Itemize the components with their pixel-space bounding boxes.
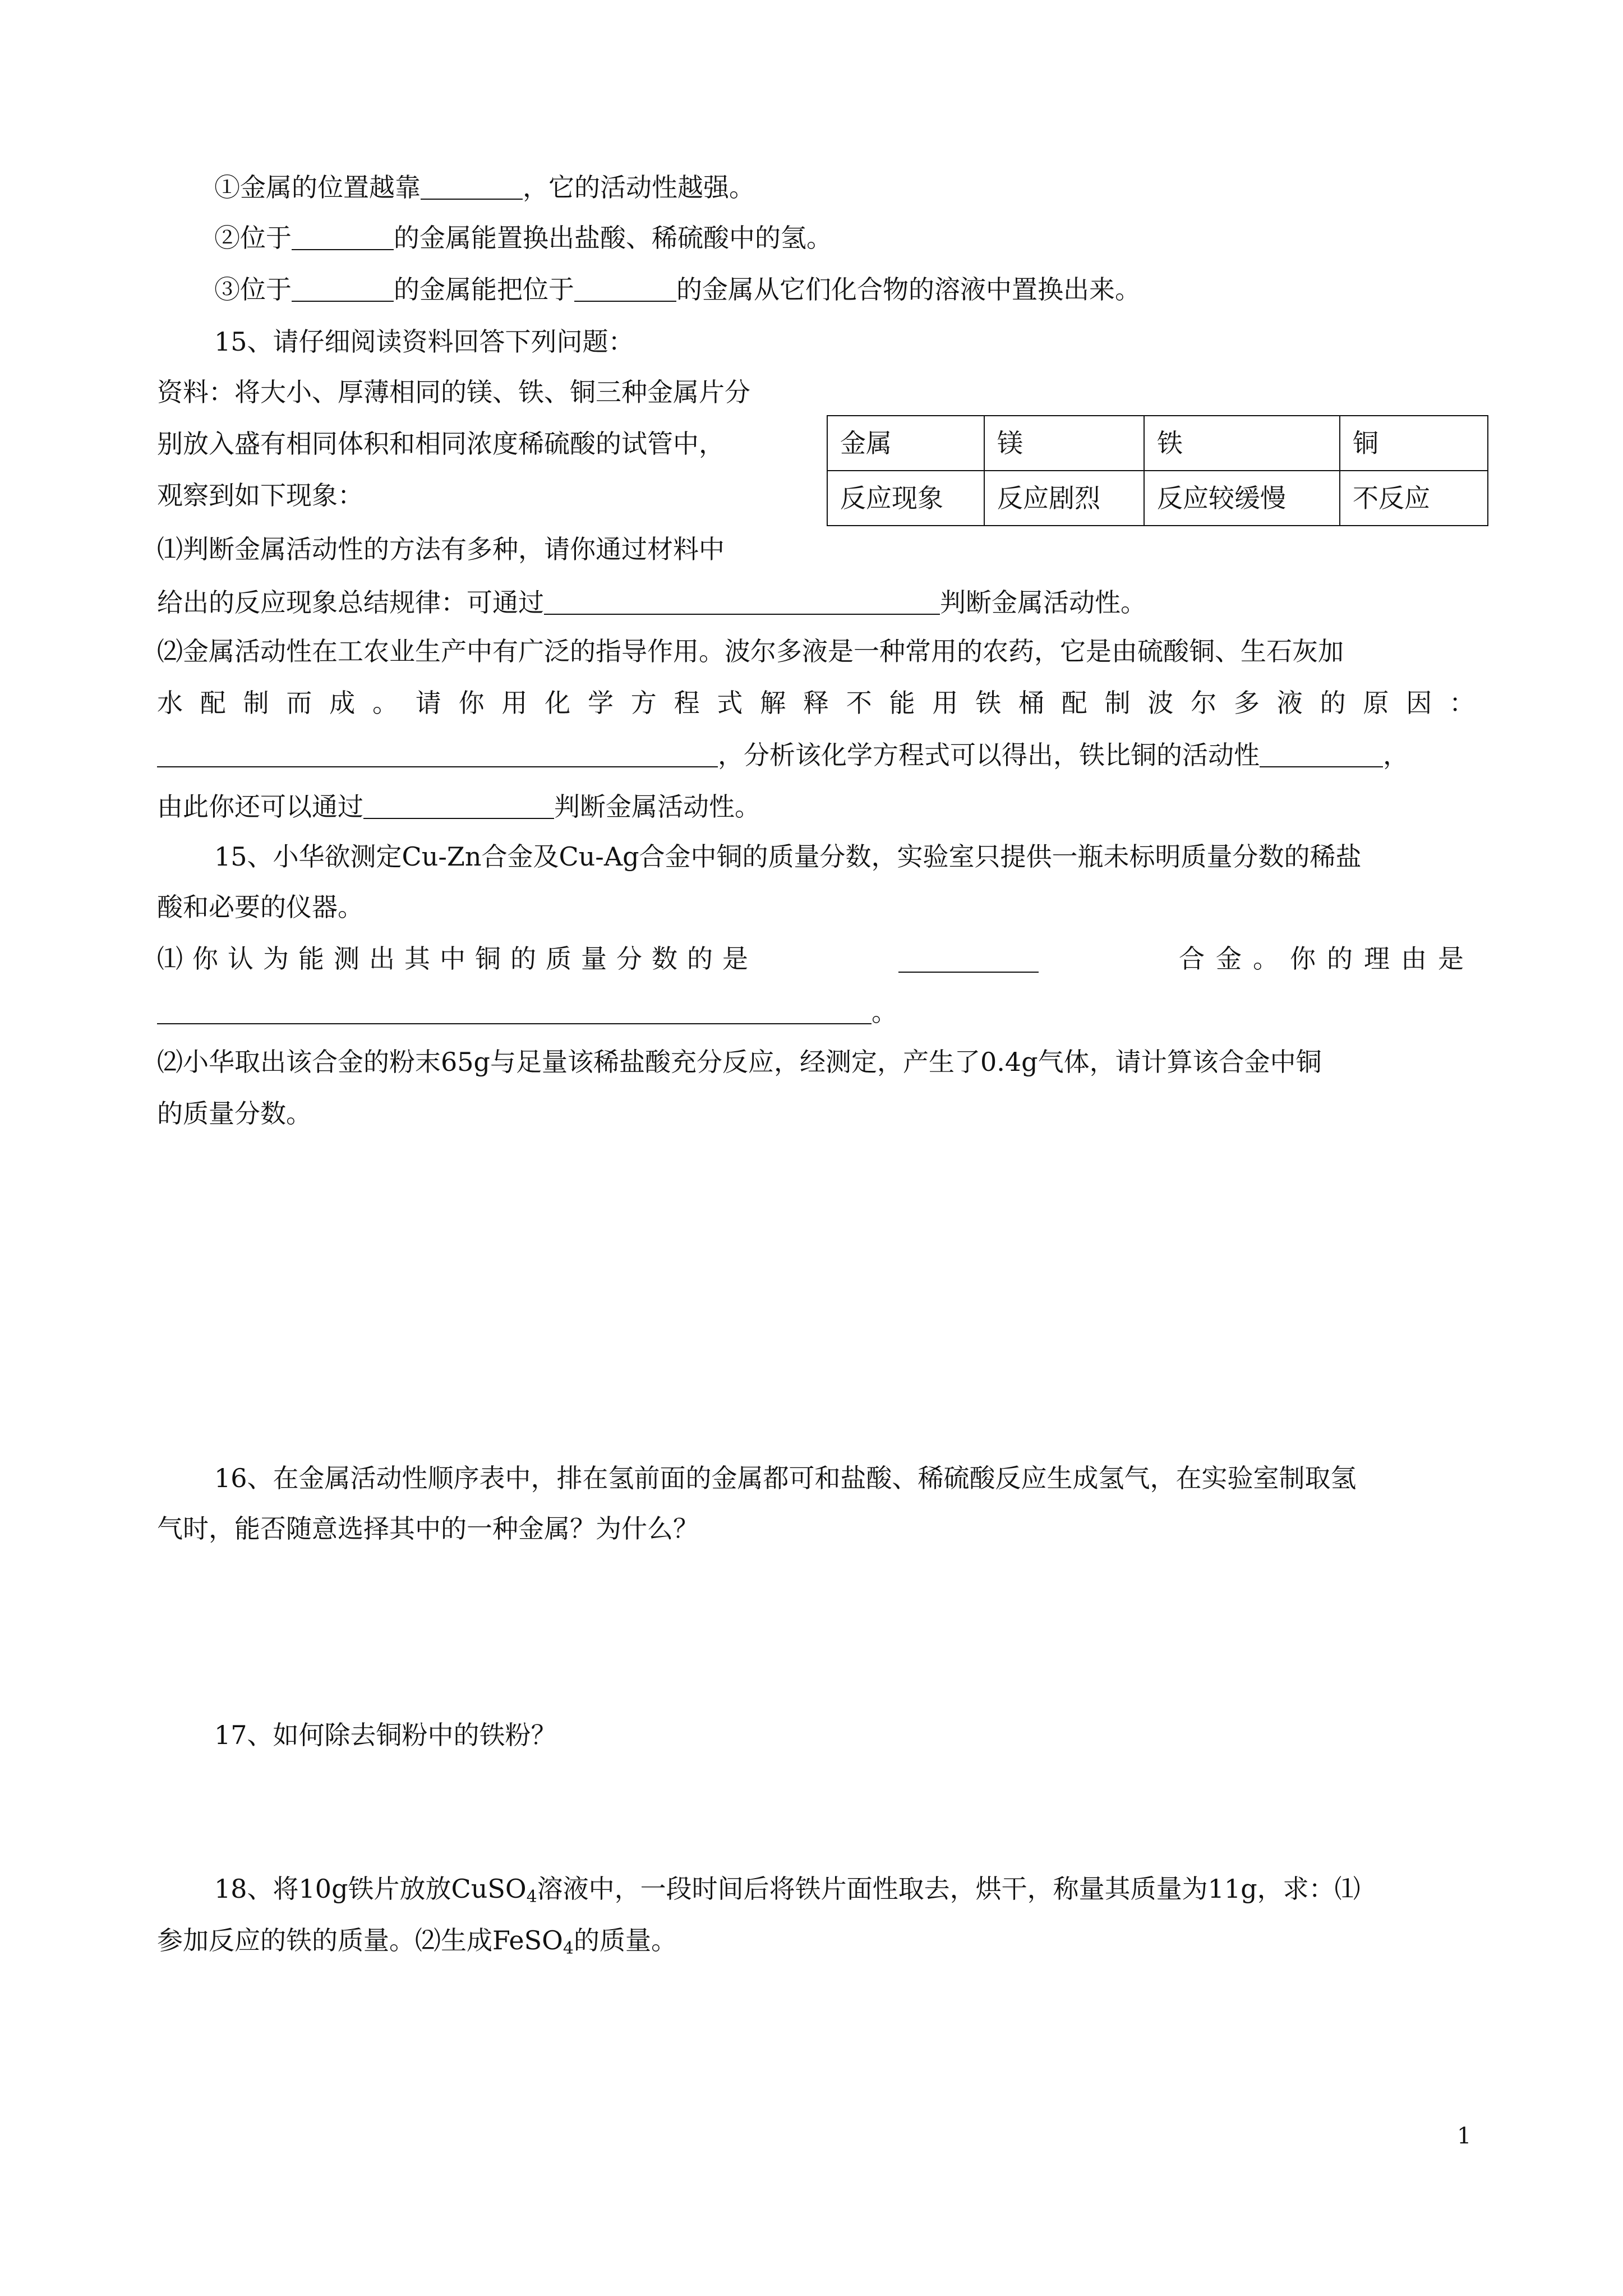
question-18-line-2 <box>157 1927 677 1957</box>
answer-blank <box>292 275 394 302</box>
question-15b-part-1-line-1 <box>157 946 1475 973</box>
table-cell: 不反应 <box>1340 471 1488 526</box>
line-text: ⑴你认为能测出其中铜的质量分数的是 <box>157 944 758 974</box>
question-17: 17、如何除去铜粉中的铁粉？ <box>214 1720 557 1750</box>
line-text: 给出的反应现象总结规律：可通过 <box>157 587 544 618</box>
line-text: 合金。你的理由是 <box>1179 944 1475 974</box>
answer-blank <box>292 223 394 250</box>
question-15-title: 15、请仔细阅读资料回答下列问题： <box>214 326 634 357</box>
line-text: ①金属的位置越靠 <box>214 172 421 203</box>
part-1-line-2 <box>157 587 1146 618</box>
answer-blank <box>898 946 1039 973</box>
part-2-line-4 <box>157 792 760 820</box>
line-text: ②位于 <box>214 223 292 253</box>
question-15b-line-2: 酸和必要的仪器。 <box>157 892 363 922</box>
question-15b-part-2-line-1: ⑵小华取出该合金的粉末65g与足量该稀盐酸充分反应，经测定，产生了0.4g气体，请计算该合金中铜 <box>157 1047 1322 1077</box>
line-text: 18、将10g铁片放放CuSO <box>214 1874 527 1904</box>
question-16-line-2: 气时，能否随意选择其中的一种金属？为什么？ <box>157 1513 699 1544</box>
line-text: ③位于 <box>214 274 292 305</box>
question-15b-line-1: 15、小华欲测定Cu-Zn合金及Cu-Ag合金中铜的质量分数，实验室只提供一瓶未标明质量分数的稀盐 <box>214 841 1362 872</box>
table-cell: 铜 <box>1340 416 1488 471</box>
reaction-table <box>827 415 1488 526</box>
table-cell: 金属 <box>827 416 984 471</box>
table-header-row <box>827 416 1488 471</box>
fill-line-3 <box>214 274 1141 305</box>
line-text: 。 <box>872 997 897 1027</box>
line-text: 溶液中，一段时间后将铁片面性取去，烘干，称量其质量为11g，求：⑴ <box>537 1874 1361 1904</box>
line-text: 判断金属活动性。 <box>554 792 760 822</box>
table-cell: 镁 <box>984 416 1144 471</box>
material-line-2: 别放入盛有相同体积和相同浓度稀硫酸的试管中， <box>157 429 725 459</box>
subscript: 4 <box>526 1887 537 1907</box>
answer-blank <box>421 173 523 200</box>
question-16-line-1: 16、在金属活动性顺序表中，排在氢前面的金属都可和盐酸、稀硫酸反应生成氢气，在实验室制取氢 <box>214 1463 1357 1493</box>
line-text: 由此你还可以通过 <box>157 792 363 822</box>
part-2-line-1: ⑵金属活动性在工农业生产中有广泛的指导作用。波尔多液是一种常用的农药，它是由硫酸铜、生石灰加 <box>157 636 1344 666</box>
part-2-line-3 <box>157 740 1409 768</box>
answer-blank <box>157 997 872 1024</box>
answer-blank <box>363 792 554 819</box>
line-text: ，分析该化学方程式可以得出，铁比铜的活动性 <box>718 740 1260 770</box>
line-text: 参加反应的铁的质量。⑵生成FeSO <box>157 1925 563 1955</box>
line-text: 的金属能把位于 <box>394 274 574 305</box>
answer-blank <box>1260 740 1383 767</box>
question-15b-part-1-line-2 <box>157 997 897 1025</box>
answer-blank <box>574 275 676 302</box>
table-cell: 反应剧烈 <box>984 471 1144 526</box>
fill-line-1 <box>214 172 755 203</box>
line-text: ，它的活动性越强。 <box>523 172 755 203</box>
table-cell: 反应现象 <box>827 471 984 526</box>
fill-line-2 <box>214 223 832 251</box>
line-text: 判断金属活动性。 <box>940 587 1146 618</box>
table-cell: 铁 <box>1144 416 1340 471</box>
question-15b-part-2-line-2: 的质量分数。 <box>157 1098 312 1129</box>
line-text: ， <box>1383 740 1409 770</box>
line-text: 的金属能置换出盐酸、稀硫酸中的氢。 <box>394 223 832 253</box>
material-line-1: 资料：将大小、厚薄相同的镁、铁、铜三种金属片分 <box>157 377 750 407</box>
material-line-3: 观察到如下现象： <box>157 480 363 510</box>
answer-blank <box>544 588 940 615</box>
line-text: 的金属从它们化合物的溶液中置换出来。 <box>676 274 1141 305</box>
subscript: 4 <box>562 1939 574 1958</box>
table-cell: 反应较缓慢 <box>1144 471 1340 526</box>
part-2-line-2: 水配制而成。请你用化学方程式解释不能用铁桶配制波尔多液的原因： <box>157 688 1475 718</box>
table-row <box>827 471 1488 526</box>
answer-blank <box>157 740 718 767</box>
question-18-line-1 <box>214 1876 1361 1906</box>
page-number: 1 <box>1457 2123 1472 2149</box>
line-text: 的质量。 <box>573 1925 677 1955</box>
part-1-line-1: ⑴判断金属活动性的方法有多种，请你通过材料中 <box>157 534 725 564</box>
